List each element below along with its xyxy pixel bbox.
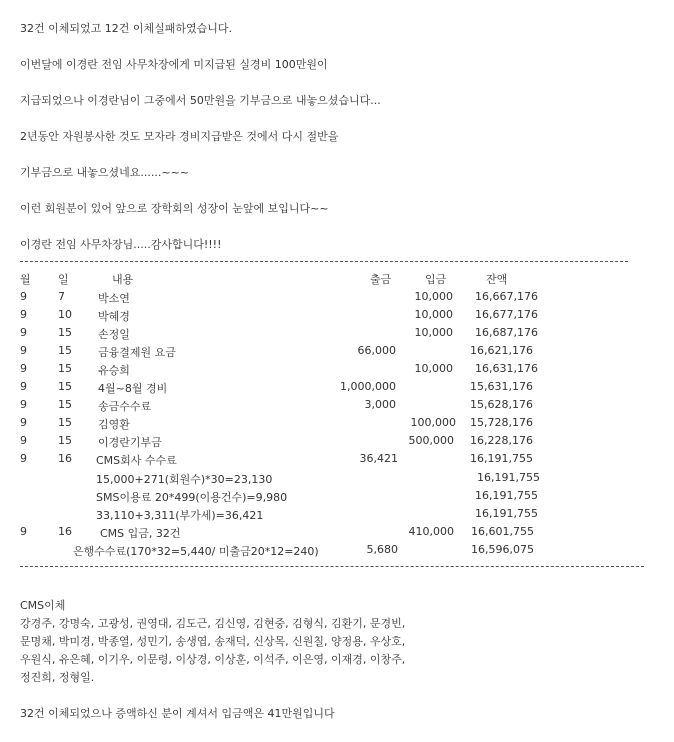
top-divider [20,261,628,262]
row-deposit: 10,000 [414,290,453,303]
subrow-description: 33,110+3,311(부가세)=36,421 [96,509,264,522]
row-withdrawal: 66,000 [357,344,396,357]
row-withdrawal: 3,000 [364,398,396,411]
row-month: 9 [20,525,27,538]
row-month: 9 [20,398,27,411]
row-balance: 16,667,176 [475,290,538,303]
row-description: 4월~8월 경비 [98,382,168,395]
row-month: 9 [20,434,27,447]
row-description: 이경란기부금 [98,436,162,449]
intro-line-4: 2년동안 자원봉사한 것도 모자라 경비지급받은 것에서 다시 절반을 [20,130,339,143]
row-description: 유승희 [98,364,130,377]
row-day: 10 [58,308,72,321]
row-day: 16 [58,452,72,465]
subrow-balance: 16,191,755 [475,507,538,520]
row-deposit: 10,000 [414,308,453,321]
row-month: 9 [20,416,27,429]
row-description: 김영환 [98,418,130,431]
header-deposit: 입금 [425,273,447,286]
row-month: 9 [20,452,27,465]
row-description: 박혜경 [98,310,130,323]
cms-title: CMS이체 [20,599,66,612]
row-balance: 16,601,755 [471,525,534,538]
row-month: 9 [20,290,27,303]
row-description: CMS회사 수수료 [96,454,177,467]
row-description: 송금수수료 [98,400,152,413]
row-month: 9 [20,380,27,393]
cms-names-line: 강경주, 강명숙, 고광성, 권영대, 김도근, 김신영, 김현중, 김형식, 김환기, 문경빈, [20,617,406,630]
row-balance: 16,631,176 [475,362,538,375]
row-balance: 16,228,176 [470,434,533,447]
row-day: 15 [58,398,72,411]
row-description: 은행수수료(170*32=5,440/ 미출금20*12=240) [73,545,319,558]
row-day: 15 [58,416,72,429]
row-day: 16 [58,525,72,538]
footer-note: 32건 이체되었으나 증액하신 분이 계셔서 입금액은 41만원입니다 [20,707,335,720]
header-day: 일 [58,273,69,286]
intro-line-1: 32건 이체되었고 12건 이체실패하였습니다. [20,22,232,35]
row-description: CMS 입금, 32건 [100,527,181,540]
row-month: 9 [20,344,27,357]
row-month: 9 [20,326,27,339]
bottom-divider [20,566,644,567]
row-deposit: 10,000 [414,326,453,339]
header-balance: 잔액 [486,273,508,286]
cms-names-line: 문명채, 박미경, 박종열, 성민기, 송생엽, 송재덕, 신상목, 신원칠, 양정용, 우상호, [20,635,406,648]
cms-names-line: 정진희, 정형일. [20,671,95,684]
row-balance: 16,677,176 [475,308,538,321]
row-description: 금융결제원 요금 [98,346,176,359]
row-balance: 16,191,755 [470,452,533,465]
row-balance: 15,628,176 [470,398,533,411]
subrow-description: SMS이용료 20*499(이용건수)=9,980 [96,491,288,504]
intro-line-5: 기부금으로 내놓으셨네요......~~~ [20,166,190,179]
row-day: 15 [58,362,72,375]
subrow-balance: 16,191,755 [475,489,538,502]
row-withdrawal: 5,680 [366,543,398,556]
row-day: 15 [58,326,72,339]
row-deposit: 100,000 [410,416,456,429]
header-withdrawal: 출금 [370,273,392,286]
row-deposit: 410,000 [408,525,454,538]
intro-line-7: 이경란 전임 사무차장님.....감사합니다!!!! [20,238,222,251]
row-day: 15 [58,344,72,357]
row-day: 7 [58,290,65,303]
intro-line-6: 이런 회원분이 있어 앞으로 장학회의 성장이 눈앞에 보입니다~~ [20,202,329,215]
row-balance: 16,687,176 [475,326,538,339]
row-balance: 15,631,176 [470,380,533,393]
row-deposit: 10,000 [414,362,453,375]
header-month: 월 [20,273,31,286]
row-balance: 16,596,075 [471,543,534,556]
row-day: 15 [58,380,72,393]
intro-line-2: 이번달에 이경란 전임 사무차장에게 미지급된 실경비 100만원이 [20,58,328,71]
row-day: 15 [58,434,72,447]
subrow-balance: 16,191,755 [477,471,540,484]
row-balance: 15,728,176 [470,416,533,429]
row-deposit: 500,000 [408,434,454,447]
row-withdrawal: 1,000,000 [340,380,396,393]
cms-names-line: 우원식, 유은혜, 이기우, 이문령, 이상경, 이상훈, 이석주, 이은영, 이재경, 이창주, [20,653,406,666]
row-balance: 16,621,176 [470,344,533,357]
row-month: 9 [20,308,27,321]
header-description: 내용 [112,273,134,286]
row-description: 손정일 [98,328,130,341]
row-description: 박소연 [98,292,130,305]
intro-line-3: 지급되었으나 이경란님이 그중에서 50만원을 기부금으로 내놓으셨습니다... [20,94,381,107]
row-month: 9 [20,362,27,375]
row-withdrawal: 36,421 [359,452,398,465]
subrow-description: 15,000+271(회원수)*30=23,130 [96,473,273,486]
